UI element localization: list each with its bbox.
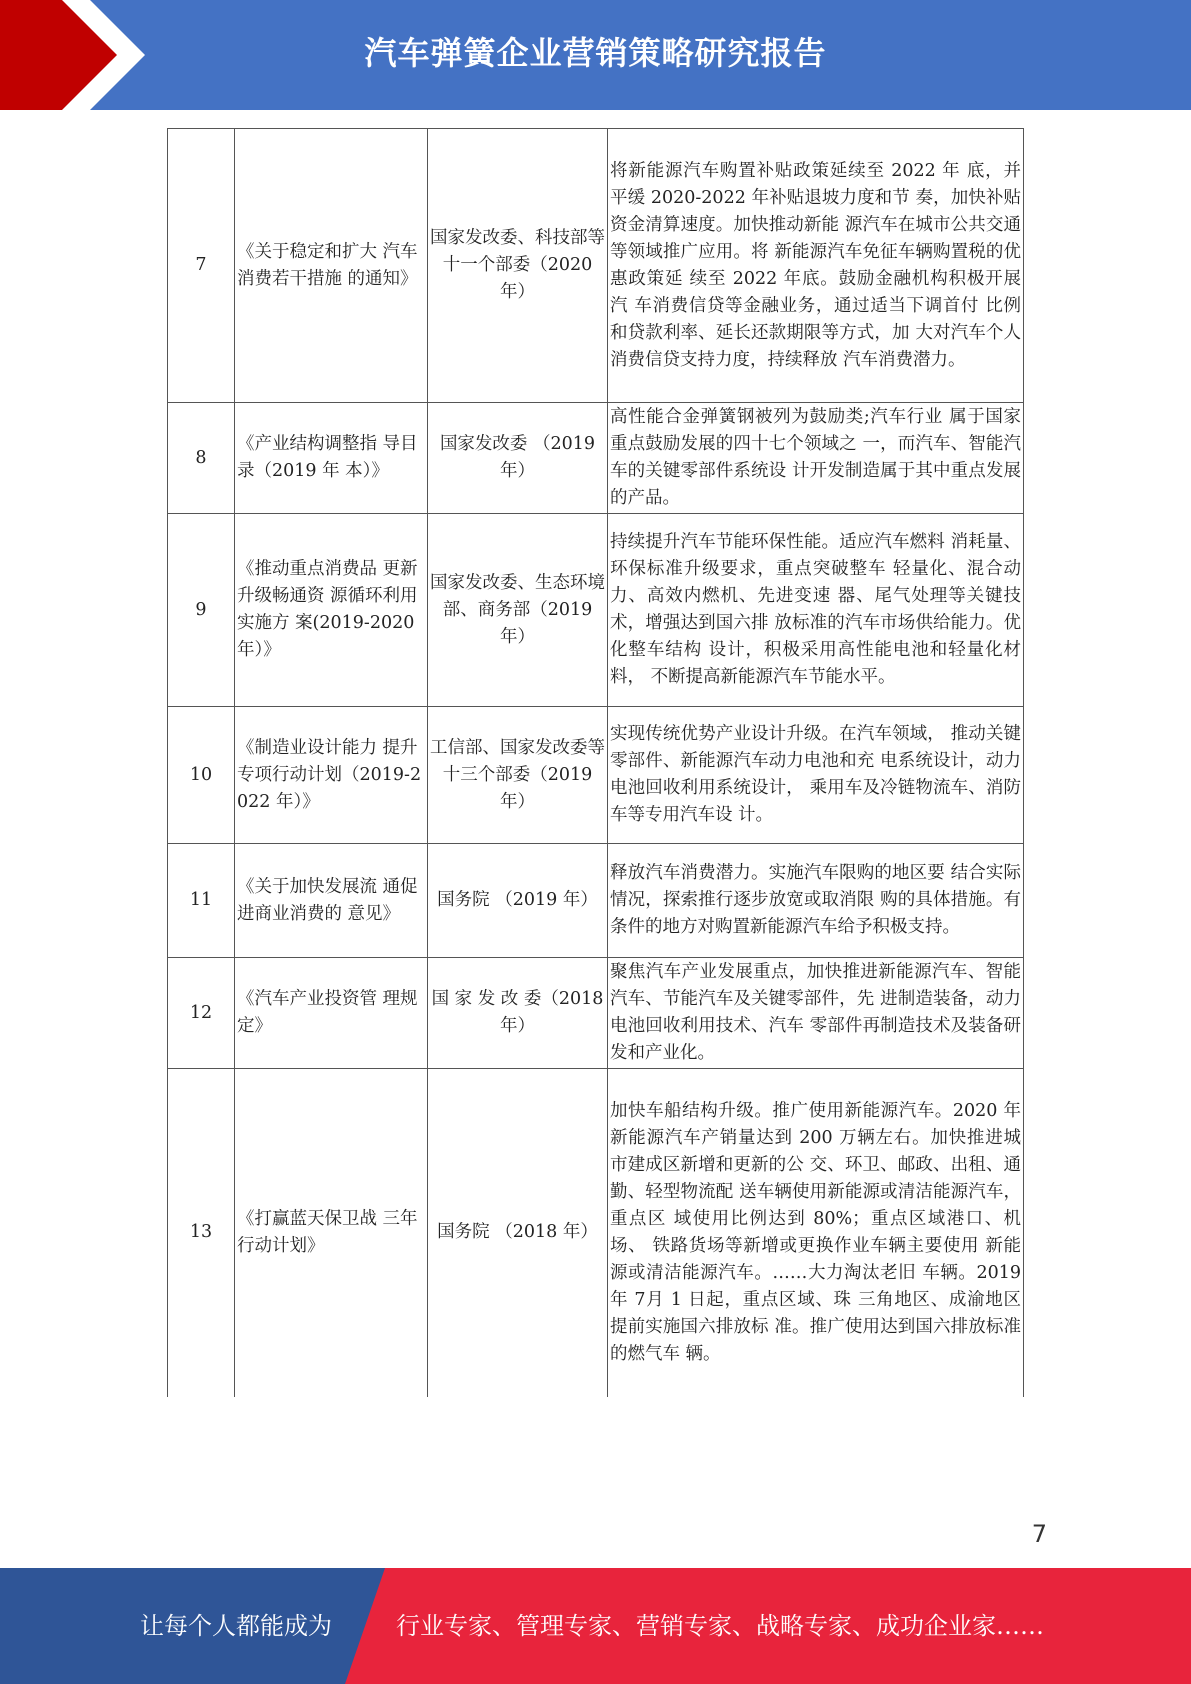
policy-name: 《汽车产业投资管 理规定》 [235, 958, 428, 1069]
footer-tagline-lead: 让每个人都能成为 [140, 1612, 332, 1640]
policy-name: 《关于加快发展流 通促进商业消费的 意见》 [235, 844, 428, 958]
footer-tagline-roles: 行业专家、管理专家、营销专家、战略专家、成功企业家…… [396, 1612, 1044, 1640]
row-number: 10 [168, 707, 235, 844]
policy-description: 高性能合金弹簧钢被列为鼓励类;汽车行业 属于国家重点鼓励发展的四十七个领域之 一，而汽车、智能汽车的关键零部件系统设 计开发制造属于其中重点发展的产品。 [608, 403, 1024, 514]
issuing-authority: 国家发改委、生态环境部、商务部（2019 年） [428, 514, 608, 707]
report-title: 汽车弹簧企业营销策略研究报告 [364, 34, 827, 72]
policy-name: 《推动重点消费品 更新升级畅通资 源循环利用实施方 案(2019-2020 年）》 [235, 514, 428, 707]
row-number: 9 [168, 514, 235, 707]
page-footer [0, 1568, 1191, 1684]
table-row [168, 514, 1024, 707]
policy-description: 加快车船结构升级。推广使用新能源汽车。2020 年新能源汽车产销量达到 200 万辆左右。加快推进城市建成区新增和更新的公 交、环卫、邮政、出租、通勤、轻型物流配 送车辆使用新能源或清洁能源汽车，重点区 域使用比例达到 80%；重点区域港口、机场、 铁路货场等新增或更换作业车辆主要使用 新能源或清洁能源汽车。……大力淘汰老旧 车辆。2019 年 7月 1 日起，重点区域、珠 三角地区、成渝地区提前实施国六排放标 准。推广使用达到国六排放标准的燃气车 辆。 [608, 1069, 1024, 1397]
issuing-authority: 国 家 发 改 委（2018 年） [428, 958, 608, 1069]
row-number: 11 [168, 844, 235, 958]
policy-description: 将新能源汽车购置补贴政策延续至 2022 年 底，并平缓 2020-2022 年补贴退坡力度和节 奏，加快补贴资金清算速度。加快推动新能 源汽车在城市公共交通等领域推广应用。将 新能源汽车免征车辆购置税的优惠政策延 续至 2022 年底。鼓励金融机构积极开展汽 车消费信贷等金融业务，通过适当下调首付 比例和贷款利率、延长还款期限等方式，加 大对汽车个人消费信贷支持力度，持续释放 汽车消费潜力。 [608, 129, 1024, 403]
table-row [168, 129, 1024, 403]
table-row [168, 403, 1024, 514]
policy-name: 《打赢蓝天保卫战 三年行动计划》 [235, 1069, 428, 1397]
policy-description: 持续提升汽车节能环保性能。适应汽车燃料 消耗量、环保标准升级要求，重点突破整车 轻量化、混合动力、高效内燃机、先进变速 器、尾气处理等关键技术，增强达到国六排 放标准的汽车市场供给能力。优化整车结构 设计，积极采用高性能电池和轻量化材料， 不断提高新能源汽车节能水平。 [608, 514, 1024, 707]
page-number: 7 [1031, 1520, 1047, 1548]
policy-description: 聚焦汽车产业发展重点，加快推进新能源汽车、智能汽车、节能汽车及关键零部件，先 进制造装备，动力电池回收利用技术、汽车 零部件再制造技术及装备研发和产业化。 [608, 958, 1024, 1069]
policy-table [167, 128, 1024, 1397]
policy-description: 实现传统优势产业设计升级。在汽车领域， 推动关键零部件、新能源汽车动力电池和充 电系统设计，动力电池回收利用系统设计， 乘用车及冷链物流车、消防车等专用汽车设 计。 [608, 707, 1024, 844]
issuing-authority: 国家发改委、科技部等十一个部委（2020 年） [428, 129, 608, 403]
issuing-authority: 国家发改委 （2019 年） [428, 403, 608, 514]
issuing-authority: 国务院 （2019 年） [428, 844, 608, 958]
issuing-authority: 工信部、国家发改委等十三个部委（2019 年） [428, 707, 608, 844]
table-row [168, 844, 1024, 958]
policy-name: 《产业结构调整指 导目录（2019 年 本）》 [235, 403, 428, 514]
table-row [168, 958, 1024, 1069]
policy-name: 《制造业设计能力 提升专项行动计划（2019-2022 年）》 [235, 707, 428, 844]
row-number: 8 [168, 403, 235, 514]
row-number: 12 [168, 958, 235, 1069]
issuing-authority: 国务院 （2018 年） [428, 1069, 608, 1397]
row-number: 7 [168, 129, 235, 403]
row-number: 13 [168, 1069, 235, 1397]
page-header [0, 0, 1191, 110]
policy-name: 《关于稳定和扩大 汽车消费若干措施 的通知》 [235, 129, 428, 403]
table-row [168, 707, 1024, 844]
table-row [168, 1069, 1024, 1397]
policy-description: 释放汽车消费潜力。实施汽车限购的地区要 结合实际情况，探索推行逐步放宽或取消限 购的具体措施。有条件的地方对购置新能源汽车给予积极支持。 [608, 844, 1024, 958]
